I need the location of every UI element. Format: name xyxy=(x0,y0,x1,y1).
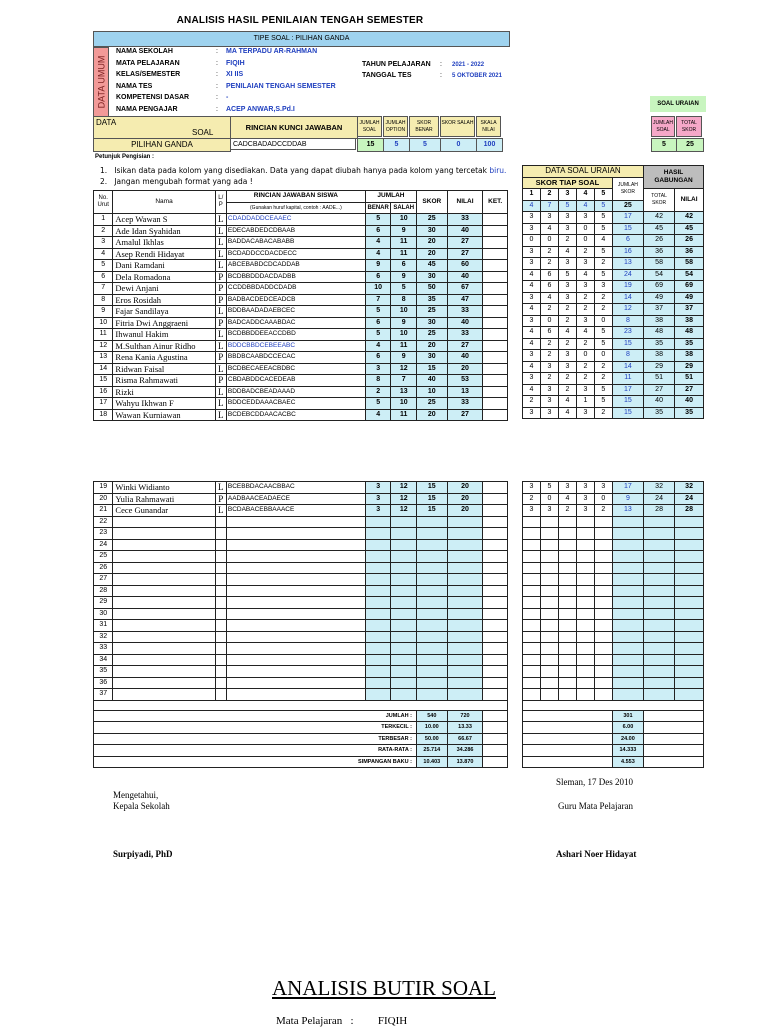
summary-row: 301 xyxy=(523,710,704,722)
uraian-row xyxy=(523,539,704,551)
table-row: 36 xyxy=(94,677,508,689)
student-answers[interactable]: BCDABACEBBAAACE xyxy=(226,505,365,517)
student-answers[interactable]: BCDBECAEEACBDBC xyxy=(226,363,365,375)
student-answers[interactable]: BADDACABACABABB xyxy=(226,237,365,249)
uraian-row: 3 3 4 3 2 15 35 35 xyxy=(523,407,704,419)
table-row: 19 Winki Widianto L BCEBBDACAACBBAC 3 12 15 20 xyxy=(94,482,508,494)
uraian-row xyxy=(523,585,704,597)
uraian-row: 4 2 2 2 2 12 37 37 xyxy=(523,304,704,316)
table-row: 10 Fitria Dwi Anggraeni P BADCADDCAAABDAC 6 9 30 40 xyxy=(94,317,508,329)
student-answers[interactable]: BDDCEDDAAACBAEC xyxy=(226,398,365,410)
table-row: 12 M.Sulthan Ainur Ridho L BDDCBBDCEBEEABC 4 11 20 27 xyxy=(94,340,508,352)
uraian-jumlah-soal-label: JUMLAH SOAL xyxy=(651,116,675,137)
table-row: 4 Asep Rendi Hidayat L BCDADDCCDACDECC 4 11 20 27 xyxy=(94,248,508,260)
uraian-row: 4 6 3 3 3 19 69 69 xyxy=(523,281,704,293)
uraian-row: 3 3 3 3 5 17 42 42 xyxy=(523,212,704,224)
table-row: 34 xyxy=(94,654,508,666)
uraian-row: 3 3 2 3 2 13 28 28 xyxy=(523,505,704,517)
student-answers[interactable]: CCDDBBDADDCDADB xyxy=(226,283,365,295)
table-row: 17 Wahyu Ikhwan F L BDDCEDDAAACBAEC 5 10 25 33 xyxy=(94,398,508,410)
info-label: NAMA SEKOLAH xyxy=(116,48,173,55)
student-name[interactable]: Eros Rosidah xyxy=(113,294,215,306)
table-row: 30 xyxy=(94,608,508,620)
student-answers[interactable]: CBDABDDCACEDEAB xyxy=(226,375,365,387)
uraian-row xyxy=(523,597,704,609)
data-soal-uraian-header: DATA SOAL URAIAN xyxy=(523,166,644,178)
student-answers[interactable]: BDDBAADADAEBCEC xyxy=(226,306,365,318)
uraian-row: 2 3 4 1 5 15 40 40 xyxy=(523,396,704,408)
uraian-row: 3 2 2 2 2 11 51 51 xyxy=(523,373,704,385)
table-row: 16 Rizki L BDDBADCBEADAAAD 2 13 10 13 xyxy=(94,386,508,398)
table-row: 11 Ihwanul Hakim L BCDBBDDEEACCDBD 5 10 25 33 xyxy=(94,329,508,341)
data-umum-label: DATA UMUM xyxy=(93,47,109,117)
summary-row: TERKECIL : 10.00 13.33 xyxy=(94,722,508,734)
uraian-row: 2 0 4 3 0 9 24 24 xyxy=(523,493,704,505)
student-name[interactable]: Amalul Ikhlas xyxy=(113,237,215,249)
summary-row: JUMLAH : 540 720 xyxy=(94,710,508,722)
col-ket: KET. xyxy=(483,191,508,214)
info-label: MATA PELAJARAN xyxy=(116,59,180,67)
uraian-row: 3 0 2 3 0 8 38 38 xyxy=(523,315,704,327)
uraian-jumlah-soal[interactable]: 5 xyxy=(651,138,677,152)
uraian-row: 3 2 4 2 5 16 36 36 xyxy=(523,246,704,258)
student-answers[interactable]: EDECABDEDCDBAAB xyxy=(226,225,365,237)
uraian-row: 3 4 3 2 2 14 49 49 xyxy=(523,292,704,304)
student-answers[interactable]: BCDEBCDDAACACBC xyxy=(226,409,365,421)
soal-uraian-label: SOAL URAIAN xyxy=(650,96,706,112)
student-answers[interactable]: BDDCBBDCEBEEABC xyxy=(226,340,365,352)
table-row: 31 xyxy=(94,620,508,632)
uraian-row xyxy=(523,516,704,528)
table-row: 23 xyxy=(94,528,508,540)
summary-row: RATA-RATA : 25.714 34.286 xyxy=(94,745,508,757)
col-skor: SKOR xyxy=(416,191,447,214)
student-name[interactable]: Ade Idan Syahidan xyxy=(113,225,215,237)
info-value[interactable]: XI IIS xyxy=(226,71,244,78)
student-name[interactable]: Cece Gunandar xyxy=(113,505,215,517)
uraian-row: 4 2 2 2 5 15 35 35 xyxy=(523,338,704,350)
student-name[interactable]: Asep Rendi Hidayat xyxy=(113,248,215,260)
kepala-sekolah-label: Kepala Sekolah xyxy=(113,801,170,811)
student-name[interactable]: Acep Wawan S xyxy=(113,214,215,226)
pg-table-continued xyxy=(93,481,508,768)
uraian-row: 3 2 3 3 2 13 58 58 xyxy=(523,258,704,270)
table-row: 28 xyxy=(94,585,508,597)
uraian-total-skor: 25 xyxy=(676,138,704,152)
student-name[interactable]: Ihwanul Hakim xyxy=(113,329,215,341)
student-answers[interactable]: ABCEBABDCDCADDAB xyxy=(226,260,365,272)
uraian-row xyxy=(523,620,704,632)
summary-label: TERKECIL : xyxy=(94,722,417,734)
table-row: 21 Cece Gunandar L BCDABACEBBAAACE 3 12 15 20 xyxy=(94,505,508,517)
place-date: Sleman, 17 Des 2010 xyxy=(556,777,633,787)
student-name[interactable]: Winki Widianto xyxy=(113,482,215,494)
info-value[interactable]: PENILAIAN TENGAH SEMESTER xyxy=(226,82,336,90)
petunjuk-title: Petunjuk Pengisian : xyxy=(95,154,155,160)
student-name[interactable]: Fitria Dwi Anggraeni xyxy=(113,317,215,329)
info-value[interactable]: FIQIH xyxy=(226,59,245,67)
petunjuk-2: 2. Jangan mengubah format yang ada ! xyxy=(100,177,253,186)
student-name[interactable]: Wawan Kurniawan xyxy=(113,409,215,421)
uraian-row xyxy=(523,677,704,689)
table-row: 3 Amalul Ikhlas L BADDACABACABABB 4 11 20 27 xyxy=(94,237,508,249)
col-no: No. Urut xyxy=(94,191,113,214)
uraian-row xyxy=(523,631,704,643)
summary-row: 24.00 xyxy=(523,733,704,745)
student-name[interactable]: Fajar Sandilaya xyxy=(113,306,215,318)
info-row: MATA PELAJARAN : FIQIH xyxy=(116,59,245,67)
info-row: NAMA PENGAJAR : ACEP ANWAR,S.Pd.I xyxy=(116,105,295,113)
uraian-row xyxy=(523,562,704,574)
hasil-gabungan-header: HASIL GABUNGAN xyxy=(644,166,704,189)
student-answers[interactable]: BCDBBDDDACDADBB xyxy=(226,271,365,283)
pg-header: DATA SOAL RINCIAN KUNCI JAWABAN JUMLAH SOAL JUMLAH OPTION SKOR BENAR SKOR SALAH SKALA NILAI PILIHAN GANDA CADCBADADCCDDAB 15 5 5 0 100 xyxy=(93,116,508,150)
student-answers[interactable]: BBDBCAABDCCECAC xyxy=(226,352,365,364)
table-row: 9 Fajar Sandilaya L BDDBAADADAEBCEC 5 10 25 33 xyxy=(94,306,508,318)
uraian-row: 4 3 3 2 2 14 29 29 xyxy=(523,361,704,373)
guru-name: Ashari Noer Hidayat xyxy=(556,849,637,859)
student-answers[interactable]: BADBACDEDCEADCB xyxy=(226,294,365,306)
uraian-row: 3 5 3 3 3 17 32 32 xyxy=(523,482,704,494)
uraian-row xyxy=(523,608,704,620)
info-label: KELAS/SEMESTER xyxy=(116,71,181,78)
student-name[interactable]: Dewi Anjani xyxy=(113,283,215,295)
info-label: NAMA PENGAJAR xyxy=(116,105,178,113)
tipe-soal-banner: TIPE SOAL : PILIHAN GANDA xyxy=(93,31,510,47)
uraian-table: DATA SOAL URAIAN HASIL GABUNGAN SKOR TIAP SOAL JUMLAH SKOR 1 2 3 4 5 TOTAL SKOR NILAI 4 7 5 4 5 25 3 3 3 3 5 17 42 42 3 4 3 0 5 15 45 45 0 0 2 0 4 6 26 26 3 2 4 2 5 16 36 36 3 2 3 3 2 13 58 58 4 6 5 4 5 24 54 54 4 6 3 3 3 19 69 69 3 4 3 2 2 14 49 49 4 2 2 2 2 12 37 37 3 0 2 3 0 8 38 38 4 6 4 4 5 23 48 48 4 2 2 2 5 15 35 35 3 2 3 0 0 8 38 38 4 3 3 2 2 14 29 29 3 2 2 2 2 11 51 51 4 3 2 3 5 17 27 27 2 3 4 1 5 15 40 40 3 3 4 3 2 15 35 35 xyxy=(522,165,704,419)
info-row: KOMPETENSI DASAR : - xyxy=(116,94,229,101)
uraian-row xyxy=(523,643,704,655)
summary-row: 14.333 xyxy=(523,745,704,757)
table-row: 18 Wawan Kurniawan L BCDEBCDDAACACBC 4 11 20 27 xyxy=(94,409,508,421)
summary-label: JUMLAH : xyxy=(94,710,417,722)
student-name[interactable]: Dela Romadona xyxy=(113,271,215,283)
uraian-row: 4 6 4 4 5 23 48 48 xyxy=(523,327,704,339)
table-row: 2 Ade Idan Syahidan L EDECABDEDCDBAAB 6 9 30 40 xyxy=(94,225,508,237)
col-rincian: RINCIAN JAWABAN SISWA xyxy=(226,191,365,203)
student-name[interactable]: Risma Rahmawati xyxy=(113,375,215,387)
student-answers[interactable]: BCEBBDACAACBBAC xyxy=(226,482,365,494)
table-row: 33 xyxy=(94,643,508,655)
info-value[interactable]: MA TERPADU AR-RAHMAN xyxy=(226,48,318,55)
table-row: 7 Dewi Anjani P CCDDBBDADDCDADB 10 5 50 67 xyxy=(94,283,508,295)
table-row: 22 xyxy=(94,516,508,528)
pg-table: No. Urut Nama L/ P RINCIAN JAWABAN SISWA JUMLAH SKOR NILAI KET. (Gunakan huruf kapital, contoh : AADE...) BENAR SALAH 1 Acep Wawan S L CDADDADDCEAAEC 5 10 25 33 2 Ade Idan Syahidan L EDECABDEDCDBAAB 6 9 30 40 3 Amalul Ikhlas L BADDACABACABABB 4 11 20 27 4 Asep Rendi Hidayat L BCDADDCCDACDECC 4 11 20 27 5 Dani Ramdani L ABCEBABDCDCADDAB 9 6 45 60 6 Dela Romadona P BCDBBDDDACDADBB 6 9 30 40 7 Dewi Anjani P CCDDBBDADDCDADB 10 5 50 67 8 Eros Rosidah P BADBACDEDCEADCB 7 8 35 47 9 Fajar Sandilaya L BDDBAADADAEBCEC 5 10 25 33 10 Fitria Dwi Anggraeni P BADCADDCAAABDAC 6 9 30 40 11 Ihwanul Hakim L BCDBBDDEEACCDBD 5 10 25 33 12 M.Sulthan Ainur Ridho L BDDCBBDCEBEEABC 4 11 20 27 13 Rena Kania Agustina P BBDBCAABDCCECAC 6 9 30 40 14 Ridwan Faisal L BCDBECAEEACBDBC 3 12 15 20 15 Risma Rahmawati P CBDABDDCACEDEAB 8 7 40 53 16 Rizki L BDDBADCBEADAAAD 2 13 10 13 17 Wahyu Ikhwan F L BDDCEDDAAACBAEC 5 10 25 33 18 Wawan Kurniawan L BCDEBCDDAACACBC 4 11 20 27 xyxy=(93,190,508,421)
uraian-row: 0 0 2 0 4 6 26 26 xyxy=(523,235,704,247)
info-value[interactable]: ACEP ANWAR,S.Pd.I xyxy=(226,105,295,113)
table-row: 27 xyxy=(94,574,508,586)
table-row: 35 xyxy=(94,666,508,678)
student-answers[interactable]: CDADDADDCEAAEC xyxy=(226,214,365,226)
uraian-total-skor-label: TOTAL SKOR xyxy=(676,116,702,137)
info-label: NAMA TES xyxy=(116,82,153,90)
analisis-title: ANALISIS BUTIR SOAL xyxy=(272,976,497,1000)
student-name[interactable]: Rena Kania Agustina xyxy=(113,352,215,364)
uraian-row xyxy=(523,666,704,678)
kepala-sekolah-name: Surpiyadi, PhD xyxy=(113,849,173,859)
student-answers[interactable]: BCDADDCCDACDECC xyxy=(226,248,365,260)
student-answers[interactable]: BDDBADCBEADAAAD xyxy=(226,386,365,398)
uraian-row: 4 3 2 3 5 17 27 27 xyxy=(523,384,704,396)
table-row: 1 Acep Wawan S L CDADDADDCEAAEC 5 10 25 33 xyxy=(94,214,508,226)
table-row: 26 xyxy=(94,562,508,574)
mengetahui: Mengetahui, xyxy=(113,790,159,800)
student-name[interactable]: Rizki xyxy=(113,386,215,398)
student-answers[interactable]: AADBAACEADAECE xyxy=(226,493,365,505)
summary-label: RATA-RATA : xyxy=(94,745,417,757)
analisis-mapel-label: Mata Pelajaran : FIQIH xyxy=(276,1015,408,1027)
guru-label: Guru Mata Pelajaran xyxy=(558,801,633,811)
summary-row: 4.553 xyxy=(523,756,704,768)
tahun-label: TAHUN PELAJARAN xyxy=(362,61,431,68)
student-name[interactable]: Dani Ramdani xyxy=(113,260,215,272)
table-row: 13 Rena Kania Agustina P BBDBCAABDCCECAC 6 9 30 40 xyxy=(94,352,508,364)
info-label: KOMPETENSI DASAR xyxy=(116,94,190,101)
table-row: 8 Eros Rosidah P BADBACDEDCEADCB 7 8 35 47 xyxy=(94,294,508,306)
student-name[interactable]: Ridwan Faisal xyxy=(113,363,215,375)
col-jumlah: JUMLAH xyxy=(365,191,416,203)
summary-row: SIMPANGAN BAKU : 10.403 13.870 xyxy=(94,756,508,768)
uraian-row xyxy=(523,551,704,563)
student-name[interactable]: M.Sulthan Ainur Ridho xyxy=(113,340,215,352)
col-lp: L/ P xyxy=(215,191,226,214)
tanggal-label: TANGGAL TES xyxy=(362,72,412,79)
table-row: 29 xyxy=(94,597,508,609)
summary-label: SIMPANGAN BAKU : xyxy=(94,756,417,768)
table-row: 32 xyxy=(94,631,508,643)
page-title: ANALISIS HASIL PENILAIAN TENGAH SEMESTER xyxy=(176,15,424,26)
summary-label: TERBESAR : xyxy=(94,733,417,745)
petunjuk-1: 1. Isikan data pada kolom yang disediakan. Data yang dapat diubah hanya pada kolom yang tercetak biru. xyxy=(100,166,507,175)
uraian-row xyxy=(523,654,704,666)
uraian-row: 3 4 3 0 5 15 45 45 xyxy=(523,223,704,235)
table-row: 20 Yulia Rahmawati P AADBAACEADAECE 3 12 15 20 xyxy=(94,493,508,505)
uraian-row: 4 6 5 4 5 24 54 54 xyxy=(523,269,704,281)
info-value[interactable]: - xyxy=(226,94,229,101)
info-row: KELAS/SEMESTER : XI IIS xyxy=(116,71,244,78)
uraian-row: 3 2 3 0 0 8 38 38 xyxy=(523,350,704,362)
table-row: 14 Ridwan Faisal L BCDBECAEEACBDBC 3 12 15 20 xyxy=(94,363,508,375)
table-row: 6 Dela Romadona P BCDBBDDDACDADBB 6 9 30 40 xyxy=(94,271,508,283)
student-answers[interactable]: BCDBBDDEEACCDBD xyxy=(226,329,365,341)
table-row: 24 xyxy=(94,539,508,551)
tahun-value[interactable]: 2021 - 2022 xyxy=(452,62,485,68)
uraian-row xyxy=(523,689,704,701)
uraian-table-continued xyxy=(522,481,704,768)
table-row: 37 xyxy=(94,689,508,701)
uraian-row xyxy=(523,574,704,586)
student-name[interactable]: Yulia Rahmawati xyxy=(113,493,215,505)
col-nilai: NILAI xyxy=(447,191,483,214)
kunci-jawaban[interactable]: CADCBADADCCDDAB xyxy=(230,138,356,150)
summary-row: TERBESAR : 50.00 66.67 xyxy=(94,733,508,745)
table-row: 5 Dani Ramdani L ABCEBABDCDCADDAB 9 6 45 60 xyxy=(94,260,508,272)
col-nama: Nama xyxy=(113,191,215,214)
info-row: NAMA SEKOLAH : MA TERPADU AR-RAHMAN xyxy=(116,48,318,55)
uraian-row xyxy=(523,528,704,540)
summary-row: 6.00 xyxy=(523,722,704,734)
table-row: 25 xyxy=(94,551,508,563)
info-row: NAMA TES : PENILAIAN TENGAH SEMESTER xyxy=(116,82,336,90)
table-row: 15 Risma Rahmawati P CBDABDDCACEDEAB 8 7 40 53 xyxy=(94,375,508,387)
student-name[interactable]: Wahyu Ikhwan F xyxy=(113,398,215,410)
tanggal-value[interactable]: 5 OKTOBER 2021 xyxy=(452,73,502,79)
student-answers[interactable]: BADCADDCAAABDAC xyxy=(226,317,365,329)
